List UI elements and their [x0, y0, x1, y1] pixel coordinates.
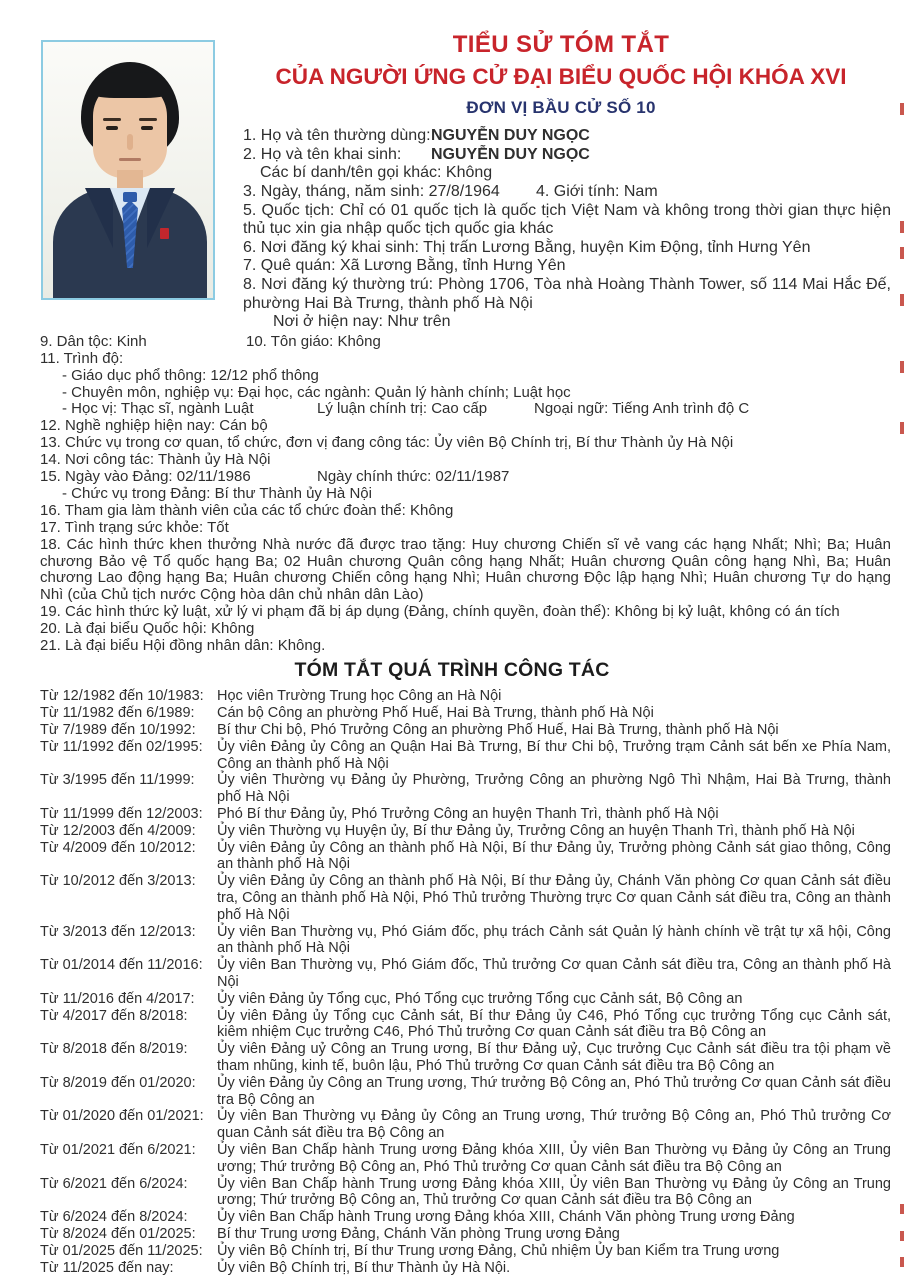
- info-line: [243, 239, 891, 258]
- info-text: 18. Các hình thức khen thưởng Nhà nước đã được trao tặng: Huy chương Chiến sĩ vẻ vang các hạng Nhất; Nhì; Ba; Huân chương Bảo vệ Tổ quốc hạng Ba; 02 Huân chương Quân công hạng Nhất; Huân chương Quân công hạng Nhì, Ba; Huân chương Lao động hạng Ba; Huân chương Chiến công hạng Nhì; Huân chương Độc lập hạng Nhì; Huân chương Tự do hạng Nhì (của Chủ tịch nước Cộng hòa dân chủ nhân dân Lào): [40, 535, 891, 604]
- electoral-unit-subtitle: ĐƠN VỊ BẦU CỬ SỐ 10: [466, 98, 656, 118]
- career-row-detail: Ủy viên Ban Chấp hành Trung ương Đảng khóa XIII, Ủy viên Ban Thường vụ Đảng ủy Công an Trung ương; Thứ trưởng Bộ Công an, Thủ trưởng Cơ quan Cảnh sát điều tra Bộ Công an: [217, 1175, 891, 1209]
- career-row-period: Từ 01/2021 đến 6/2021:: [40, 1141, 196, 1158]
- career-summary-heading: TÓM TẮT QUÁ TRÌNH CÔNG TÁC: [294, 659, 610, 682]
- career-row-detail: Ủy viên Đảng ủy Công an Trung ương, Thứ trưởng Bộ Công an, Phó Thủ trưởng Cơ quan Cảnh sát điều tra Bộ Công an: [217, 1074, 891, 1108]
- info-line: [40, 520, 891, 537]
- info-text: 19. Các hình thức kỷ luật, xử lý vi phạm đã bị áp dụng (Đảng, chính quyền, đoàn thể): Không bị kỷ luật, không có án tích: [40, 603, 840, 621]
- info-text: 16. Tham gia làm thành viên của các tổ chức đoàn thể: Không: [40, 501, 454, 519]
- info-text: 20. Là đại biểu Quốc hội: Không: [40, 620, 255, 638]
- info-text: - Giáo dục phổ thông: 12/12 phổ thông: [62, 366, 319, 384]
- career-row-detail: Ủy viên Ban Chấp hành Trung ương Đảng khóa XIII, Ủy viên Ban Thường vụ Đảng ủy Công an Trung ương; Thứ trưởng Bộ Công an, Phó Thủ trưởng Cơ quan Cảnh sát điều tra Bộ Công an: [217, 1141, 891, 1175]
- career-row-period: Từ 10/2012 đến 3/2013:: [40, 873, 196, 890]
- career-row-detail: Ủy viên Ban Thường vụ, Phó Giám đốc, Thủ trưởng Cơ quan Cảnh sát điều tra, Công an thành phố Hà Nội: [217, 957, 891, 990]
- career-row-period: Từ 8/2019 đến 01/2020:: [40, 1074, 196, 1091]
- info-line: [243, 257, 891, 276]
- info-text: 2. Họ và tên khai sinh:: [243, 145, 402, 163]
- info-line: [40, 385, 891, 402]
- info-line: [40, 452, 891, 469]
- document-header: [232, 0, 890, 118]
- info-text: 21. Là đại biểu Hội đồng nhân dân: Không.: [40, 637, 326, 655]
- career-row-period: Từ 3/1995 đến 11/1999:: [40, 772, 195, 789]
- candidate-portrait-photo: [41, 40, 215, 300]
- career-row-period: Từ 11/2016 đến 4/2017:: [40, 990, 195, 1007]
- career-row-period: Từ 8/2018 đến 8/2019:: [40, 1041, 188, 1058]
- info-line: [243, 276, 891, 313]
- career-row-detail: Cán bộ Công an phường Phố Huế, Hai Bà Trưng, thành phố Hà Nội: [217, 705, 654, 722]
- career-row-period: Từ 01/2014 đến 11/2016:: [40, 957, 203, 974]
- info-line: [243, 146, 891, 165]
- info-line: [40, 334, 891, 351]
- info-text: 5. Quốc tịch: Chỉ có 01 quốc tịch là quốc tịch Việt Nam và không trong thời gian thực hiện thủ tục xin gia nhập quốc tịch quốc gia khác: [243, 201, 891, 238]
- info-line: [40, 418, 891, 435]
- career-row-period: Từ 11/2025 đến nay:: [40, 1259, 174, 1276]
- career-row-detail: Ủy viên Thường vụ Đảng ủy Phường, Trưởng Công an phường Ngô Thì Nhậm, Hai Bà Trưng, thành phố Hà Nội: [217, 772, 891, 806]
- career-row-period: Từ 4/2009 đến 10/2012:: [40, 839, 196, 856]
- career-row-period: Từ 01/2020 đến 01/2021:: [40, 1108, 204, 1125]
- info-line: [243, 183, 891, 202]
- personal-info-section-right-column: [243, 127, 891, 332]
- scan-artifact: [900, 1231, 904, 1241]
- scan-artifact: [900, 422, 904, 434]
- info-text: 11. Trình độ:: [40, 349, 124, 367]
- info-text: Lý luận chính trị: Cao cấp: [317, 400, 488, 418]
- career-row-detail: Bí thư Trung ương Đảng, Chánh Văn phòng Trung ương Đảng: [217, 1225, 620, 1242]
- career-row-period: Từ 4/2017 đến 8/2018:: [40, 1007, 188, 1024]
- info-text: 10. Tôn giáo: Không: [246, 332, 381, 350]
- career-row-detail: Ủy viên Đảng ủy Tổng cục, Phó Tổng cục trưởng Tổng cục Cảnh sát, Bộ Công an: [217, 990, 743, 1007]
- career-row-detail: Ủy viên Ban Chấp hành Trung ương Đảng khóa XIII, Chánh Văn phòng Trung ương Đảng: [217, 1209, 795, 1226]
- info-text: 9. Dân tộc: Kinh: [40, 332, 147, 350]
- info-text: Ngày chính thức: 02/11/1987: [317, 468, 510, 486]
- career-row-period: Từ 3/2013 đến 12/2013:: [40, 923, 196, 940]
- career-row-period: Từ 12/2003 đến 4/2009:: [40, 822, 196, 839]
- career-row-period: Từ 8/2024 đến 01/2025:: [40, 1225, 196, 1242]
- career-row-detail: Học viên Trường Trung học Công an Hà Nội: [217, 688, 502, 705]
- scan-artifact: [900, 103, 904, 115]
- info-line: [40, 435, 891, 452]
- career-row-detail: Ủy viên Đảng ủy Tổng cục Cảnh sát, Bí thư Đảng ủy C46, Phó Tổng cục trưởng Tổng cục Cảnh sát, kiêm nhiệm Cục trưởng C46, Phó Thủ trưởng Cơ quan Cảnh sát điều tra Bộ Công an: [217, 1007, 891, 1041]
- info-line: [243, 127, 891, 146]
- candidate-name: NGUYỄN DUY NGỌC: [431, 145, 590, 163]
- career-row-period: Từ 01/2025 đến 11/2025:: [40, 1242, 203, 1259]
- portrait-hair-fringe: [89, 72, 171, 98]
- career-history-table: [40, 688, 891, 1276]
- info-line: [40, 537, 891, 605]
- info-text: 1. Họ và tên thường dùng:: [243, 127, 431, 145]
- info-text: Các bí danh/tên gọi khác: Không: [260, 164, 493, 182]
- info-text: Nơi ở hiện nay: Như trên: [273, 313, 451, 331]
- info-text: Ngoại ngữ: Tiếng Anh trình độ C: [534, 400, 750, 418]
- candidate-name: NGUYỄN DUY NGỌC: [431, 127, 590, 145]
- info-line: [40, 469, 891, 486]
- info-text: 7. Quê quán: Xã Lương Bằng, tỉnh Hưng Yên: [243, 257, 566, 275]
- career-row-period: Từ 11/1992 đến 02/1995:: [40, 738, 203, 755]
- career-row-detail: Ủy viên Ban Thường vụ, Phó Giám đốc, phụ trách Cảnh sát Quản lý hành chính về trật tự xã hội, Công an thành phố Hà Nội: [217, 923, 891, 957]
- scan-artifact: [900, 1204, 904, 1214]
- scan-artifact: [900, 1257, 904, 1267]
- portrait-eyebrow: [139, 118, 157, 121]
- info-text: 8. Nơi đăng ký thường trú: Phòng 1706, Tòa nhà Hoàng Thành Tower, số 114 Mai Hắc Đế, phường Hai Bà Trưng, thành phố Hà Nội: [243, 276, 891, 312]
- document-title-line2: CỦA NGƯỜI ỨNG CỬ ĐẠI BIỂU QUỐC HỘI KHÓA XVI: [275, 64, 847, 90]
- info-line: [40, 351, 891, 368]
- career-row-period: Từ 6/2021 đến 6/2024:: [40, 1175, 188, 1192]
- portrait-flag-pin: [160, 228, 169, 239]
- career-row-detail: Ủy viên Thường vụ Huyện ủy, Bí thư Đảng ủy, Trưởng Công an huyện Thanh Trì, thành phố Hà Nội: [217, 822, 855, 839]
- career-row-detail: Ủy viên Đảng uỷ Công an Trung ương, Bí thư Đảng uỷ, Cục trưởng Cục Cảnh sát điều tra tội phạm về tham nhũng, kinh tế, buôn lậu, Phó Thủ trưởng Cơ quan Cảnh sát điều tra Bộ Công an: [217, 1041, 891, 1074]
- career-row-detail: Ủy viên Đảng ủy Công an thành phố Hà Nội, Bí thư Đảng ủy, Chánh Văn phòng Cơ quan Cảnh sát điều tra, Công an thành phố Hà Nội, Phó Thủ trưởng Thường trực Cơ quan Cảnh sát điều tra, Công an thành phố Hà Nội: [217, 873, 891, 923]
- info-text: 17. Tình trạng sức khỏe: Tốt: [40, 518, 229, 536]
- info-text: - Học vị: Thạc sĩ, ngành Luật: [62, 400, 254, 418]
- info-text: - Chức vụ trong Đảng: Bí thư Thành ủy Hà Nội: [62, 484, 372, 502]
- career-row-detail: Bí thư Chi bộ, Phó Trưởng Công an phường Phố Huế, Hai Bà Trưng, thành phố Hà Nội: [217, 722, 779, 738]
- scan-artifact: [900, 294, 904, 306]
- career-row-period: Từ 11/1999 đến 12/2003:: [40, 805, 203, 822]
- portrait-nose: [127, 134, 133, 150]
- portrait-eye: [106, 126, 118, 130]
- career-row-detail: Ủy viên Đảng ủy Công an Quận Hai Bà Trưng, Bí thư Chi bộ, Trưởng trạm Cảnh sát bến xe Phía Nam, Công an thành phố Hà Nội: [217, 738, 891, 772]
- scan-artifact: [900, 247, 904, 259]
- career-row-detail: Ủy viên Bộ Chính trị, Bí thư Trung ương Đảng, Chủ nhiệm Ủy ban Kiểm tra Trung ương: [217, 1242, 780, 1259]
- personal-info-section-full-width: [40, 334, 891, 655]
- info-text: - Chuyên môn, nghiệp vụ: Đại học, các ngành: Quản lý hành chính; Luật học: [62, 383, 571, 401]
- career-row-detail: Ủy viên Đảng ủy Công an thành phố Hà Nội, Bí thư Đảng ủy, Trưởng phòng Cảnh sát giao thông, Công an thành phố Hà Nội: [217, 839, 891, 873]
- scan-artifact: [900, 361, 904, 373]
- document-title-line1: TIỂU SỬ TÓM TẮT: [452, 31, 670, 58]
- info-text: 14. Nơi công tác: Thành ủy Hà Nội: [40, 451, 271, 469]
- career-row-detail: Phó Bí thư Đảng ủy, Phó Trưởng Công an huyện Thanh Trì, thành phố Hà Nội: [217, 805, 719, 822]
- info-text: 15. Ngày vào Đảng: 02/11/1986: [40, 468, 251, 486]
- info-line: [243, 164, 891, 183]
- career-row-period: Từ 7/1989 đến 10/1992:: [40, 722, 196, 738]
- info-line: [40, 486, 891, 503]
- info-line: [40, 401, 891, 418]
- info-text: 4. Giới tính: Nam: [536, 183, 658, 201]
- info-text: 6. Nơi đăng ký khai sinh: Thị trấn Lương Bằng, huyện Kim Động, tỉnh Hưng Yên: [243, 238, 811, 256]
- info-line: [40, 621, 891, 638]
- portrait-mouth: [119, 158, 141, 161]
- career-row-period: Từ 6/2024 đến 8/2024:: [40, 1209, 188, 1226]
- info-line: [40, 368, 891, 385]
- portrait-eyebrow: [103, 118, 121, 121]
- career-row-period: Từ 12/1982 đến 10/1983:: [40, 688, 204, 705]
- info-line: [40, 503, 891, 520]
- info-text: 3. Ngày, tháng, năm sinh: 27/8/1964: [243, 183, 500, 201]
- career-row-detail: Ủy viên Ban Thường vụ Đảng ủy Công an Trung ương, Thứ trưởng Bộ Công an, Phó Thủ trưởng Cơ quan Cảnh sát điều tra Bộ Công an: [217, 1108, 891, 1142]
- info-line: [243, 313, 891, 332]
- info-text: 13. Chức vụ trong cơ quan, tổ chức, đơn vị đang công tác: Ủy viên Bộ Chính trị, Bí thư Thành ủy Hà Nội: [40, 434, 734, 452]
- info-line: [243, 202, 891, 239]
- portrait-eye: [141, 126, 153, 130]
- info-line: [40, 604, 891, 621]
- career-row-detail: Ủy viên Bộ Chính trị, Bí thư Thành ủy Hà Nội.: [217, 1259, 511, 1276]
- career-row-period: Từ 11/1982 đến 6/1989:: [40, 705, 195, 722]
- info-line: [40, 638, 891, 655]
- scan-artifact: [900, 221, 904, 233]
- info-text: 12. Nghề nghiệp hiện nay: Cán bộ: [40, 417, 268, 435]
